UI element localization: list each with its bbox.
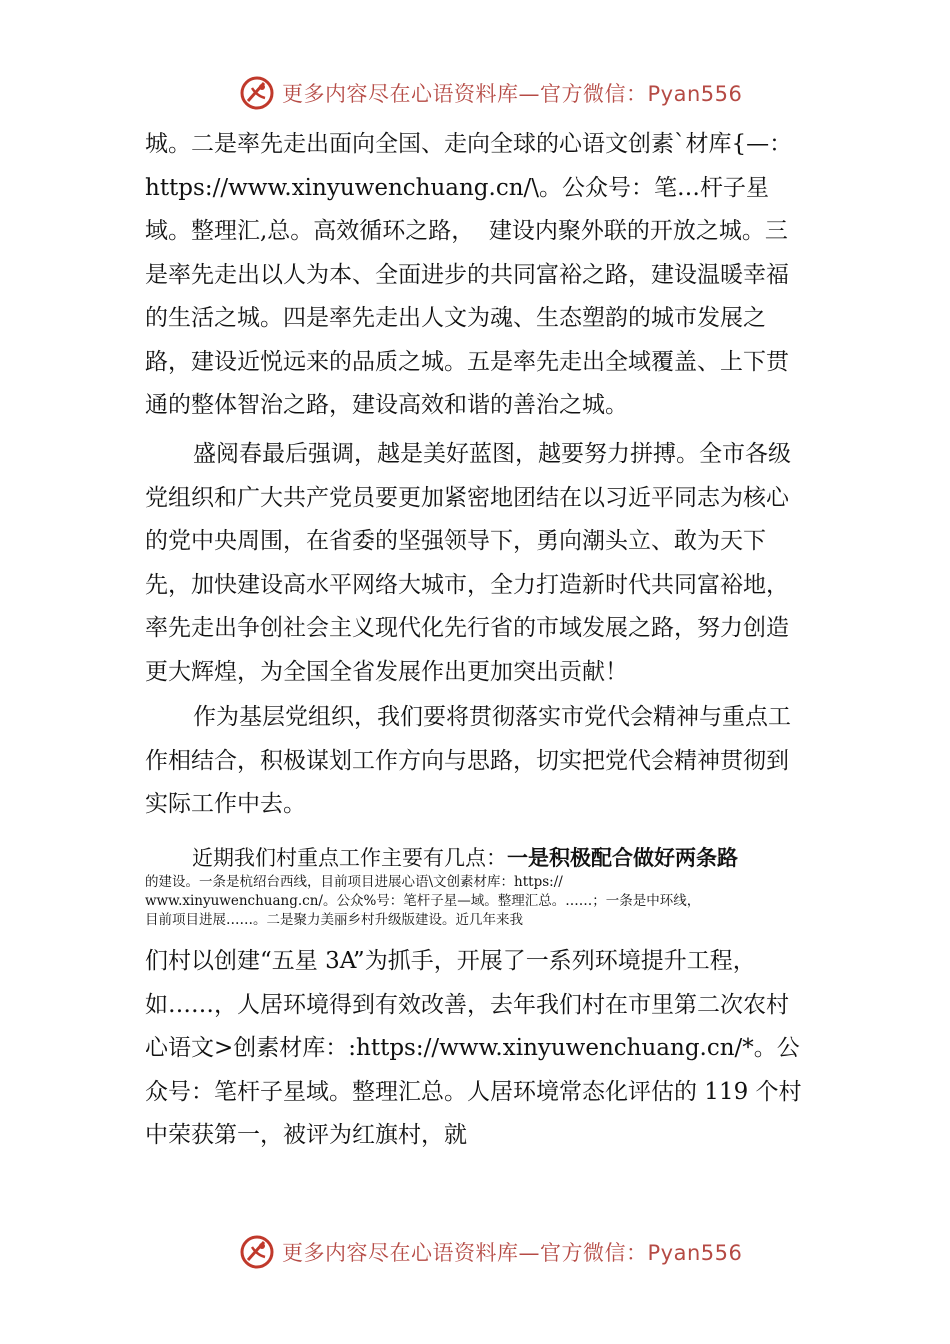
paragraph-4-small-text: 的建设。一条是杭绍台西线，目前项目进展心语\文创素材库：https:// www.xinyuwenchuang.cn/。公众%号：笔杆子星—域。整理汇总。……；一条是中环线， 目前项目进展……。二是聚力美丽乡村升级版建设。近几年来我 — [145, 874, 701, 928]
paragraph-5: 们村以创建“五星 3A”为抓手，开展了一系列环境提升工程，如……，人居环境得到有效改善，去年我们村在市里第二次农村心语文>创素材库：:https://www.xinyuwenchuang.cn/*。公众号：笔杆子星域。整理汇总。人居环境常态化评估的 119 个村中荣获第一，被评为红旗村，就 — [145, 948, 802, 1148]
paragraph-1: 城。二是率先走出面向全国、走向全球的心语文创素`材库{—：https://www.xinyuwenchuang.cn/\。公众号：笔…杆子星域。整理汇,总。高效循环之路， 建设内聚外联的开放之城。三是率先走出以人为本、全面进步的共同富裕之路，建设温暖幸福的生活之城。四是率先走出人文为魂、生态塑韵的城市发展之路，建设近悦远来的品质之城。五是率先走出全域覆盖、上下贯通的整体智治之路，建设高效和谐的善治之城。 — [145, 131, 793, 418]
paragraph-3: 作为基层党组织，我们要将贯彻落实市党代会精神与重点工作相结合，积极谋划工作方向与思路，切实把党代会精神贯彻到实际工作中去。 — [145, 704, 791, 817]
paragraph-2: 盛阅春最后强调，越是美好蓝图，越要努力拼搏。全市各级党组织和广大共产党员要更加紧密地团结在以习近平同志为核心的党中央周围，在省委的坚强领导下，勇向潮头立、敢为天下先，加快建设高水平网络大城市，全力打造新时代共同富裕地，率先走出争创社会主义现代化先行省的市域发展之路，努力创造更大辉煌，为全国全省发展作出更加突出贡献！ — [145, 441, 791, 685]
footer-banner — [0, 1233, 950, 1273]
paragraph-4-bold: 一是积极配合做好两条路 — [507, 846, 738, 870]
header-banner — [0, 74, 950, 114]
footer-banner-text: 更多内容尽在心语资料库—官方微信：Pyan556 — [282, 1241, 743, 1265]
brand-logo-icon — [238, 1233, 276, 1271]
paragraph-4-lead-line — [192, 842, 738, 872]
brand-logo-icon — [238, 74, 276, 112]
header-banner-text: 更多内容尽在心语资料库—官方微信：Pyan556 — [282, 82, 743, 106]
paragraph-4-lead: 近期我们村重点工作主要有几点： — [192, 846, 507, 870]
